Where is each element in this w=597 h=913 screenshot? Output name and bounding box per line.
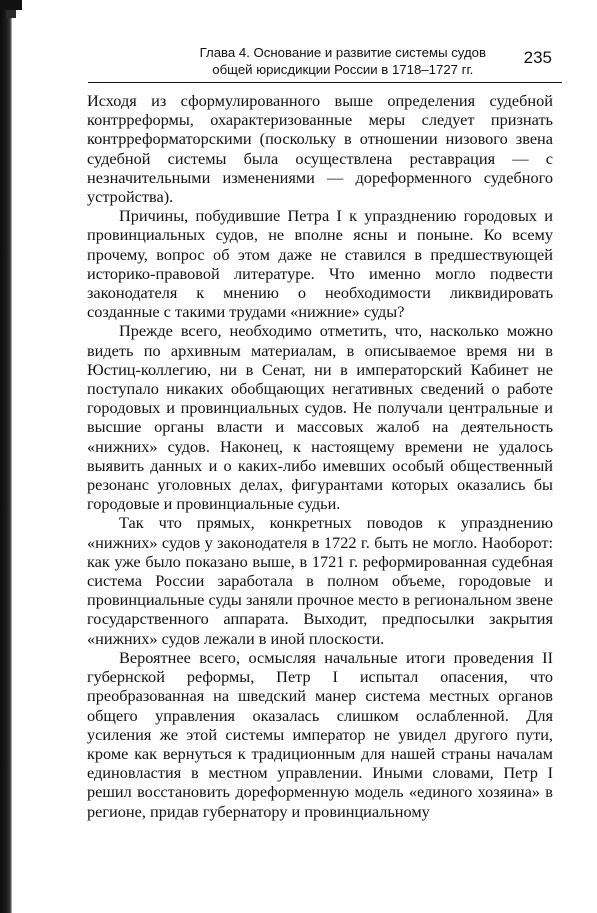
paragraph-1: Исходя из сформулированного выше определения судебной контрреформы, охарактеризованные меры следует признать контрреформаторскими (поскольку в отношении низового звена судебной системы была осуществлена реставрация — с незначительными изменениями — дореформенного судебного устройства). [87,91,553,207]
running-header [88,44,562,83]
chapter-title-line-1: Глава 4. Основание и развитие системы судов [199,45,486,60]
paragraph-5: Вероятнее всего, осмысляя начальные итоги проведения II губернской реформы, Петр I испытал опасения, что преобразованная на шведский манер система местных органов общего управления оказалась слишком ослабленной. Для усиления же этой системы император не увидел другого пути, кроме как вернуться к традиционным для нашей страны началам единовластия в местном управлении. Иными словами, Петр I решил восстановить дореформенную модель «единого хозяина» в регионе, придав губернатору и провинциальному [87,647,553,821]
page-binding-notch [6,10,16,18]
page-binding-corner [0,0,22,10]
chapter-title-line-2: общей юрисдикции России в 1718–1727 гг. [212,62,474,77]
paragraph-3: Прежде всего, необходимо отметить, что, насколько можно видеть по архивным материалам, в описываемое время ни в Юстиц-коллегию, ни в Сенат, ни в императорский Кабинет не поступало никаких обобщающих негативных сведений о работе городовых и провинциальных судов. Не получали центральные и высшие органы власти и массовых жалоб на деятельность «нижних» судов. Наконец, к настоящему времени не удалось выявить данных и о каких-либо имевших особый общественный резонанс уголовных делах, фигурантами которых оказались бы городовые и провинциальные судьи. [87,321,553,514]
page-binding-edge [0,0,12,913]
page-number: 235 [523,48,552,67]
paragraph-4: Так что прямых, конкретных поводов к упразднению «нижних» судов у законодателя в 1722 г. быть не могло. Наоборот: как уже было показано выше, в 1721 г. реформированная судебная система России заработала в полном объеме, городовые и провинциальные суды заняли прочное место в региональном звене государственного аппарата. Выходит, предпосылки закрытия «нижних» судов лежали в иной плоскости. [87,513,553,648]
body-text [87,91,553,821]
paragraph-2: Причины, побудившие Петра I к упразднению городовых и провинциальных судов, не вполне ясны и поныне. Ко всему прочему, вопрос об этом даже не ставился в предшествующей историко-правовой литературе. Что именно могло подвести законодателя к мнению о необходимости ликвидировать созданные с такими трудами «нижние» суды? [87,206,553,322]
chapter-title [200,44,486,78]
